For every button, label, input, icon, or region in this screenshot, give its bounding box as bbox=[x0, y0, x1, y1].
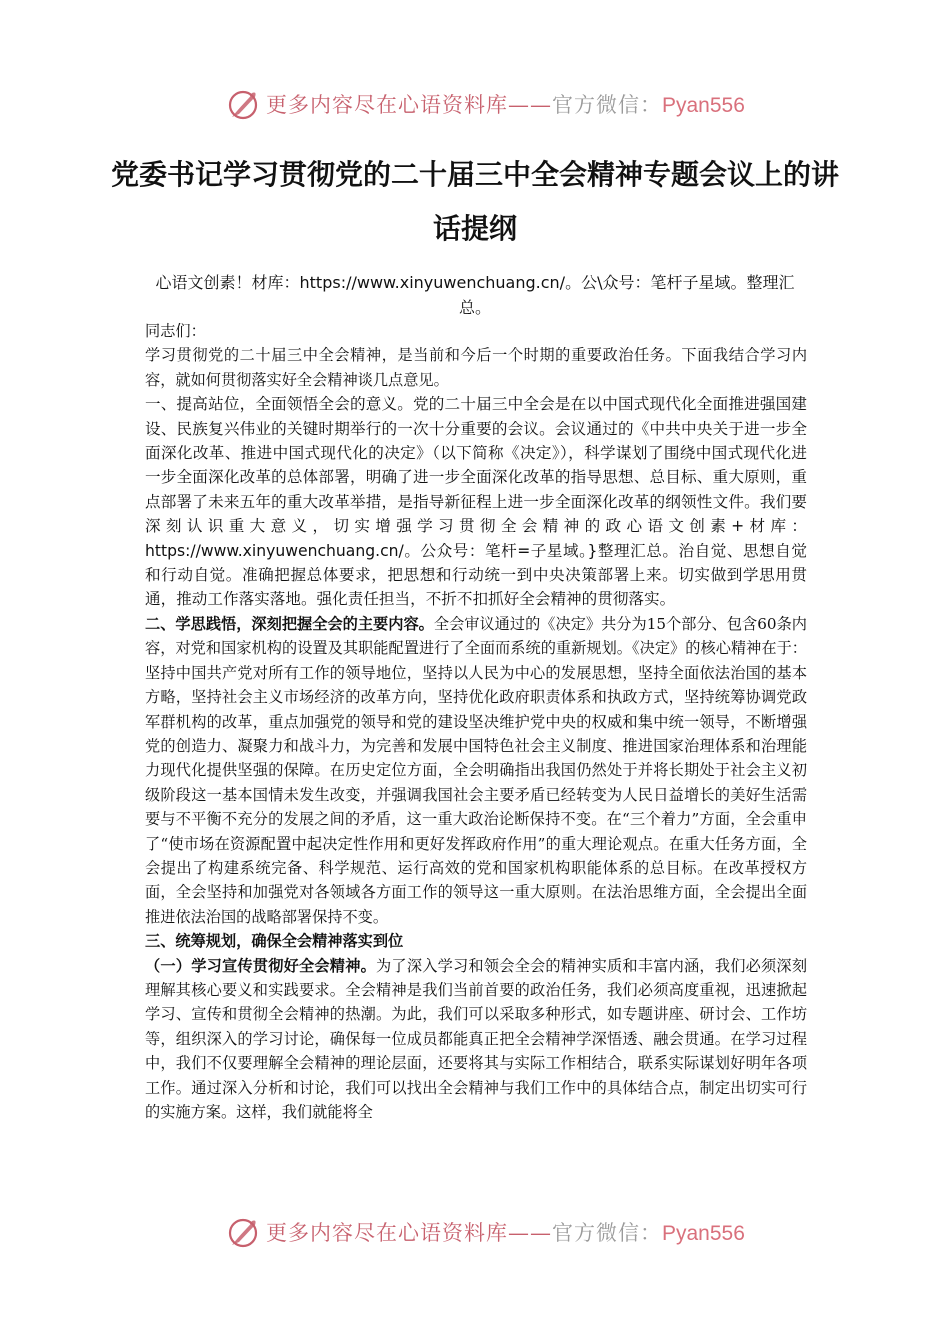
watermark-text: 更多内容尽在心语资料库——官方微信：Pyan556 bbox=[266, 93, 745, 117]
section-3-heading-paragraph bbox=[145, 929, 807, 953]
section-2-paragraph bbox=[145, 612, 807, 929]
watermark-text: 更多内容尽在心语资料库——官方微信：Pyan556 bbox=[266, 1221, 745, 1245]
greeting: 同志们： bbox=[145, 322, 206, 340]
feather-pen-logo-icon bbox=[226, 87, 260, 121]
section-1-paragraph: 一、提高站位，全面领悟全会的意义。党的二十届三中全会是在以中国式现代化全面推进强国建设、民族复兴伟业的关键时期举行的一次十分重要的会议。会议通过的《中共中央关于进一步全面深化改革、推进中国式现代化的决定》（以下简称《决定》），科学谋划了围绕中国式现代化进一步全面深化改革的总体部署，明确了进一步全面深化改革的指导思想、总目标、重大原则，重点部署了未来五年的重大改革举措，是指导新征程上进一步全面深化改革的纲领性文件。我们要深刻认识重大意义，切实增强学习贯彻全会精神的政心语文创素+材库：https://www.xinyuwenchuang.cn/。公众号：笔杆=子星域。}整理汇总。治自觉、思想自觉和行动自觉。准确把握总体要求，把思想和行动统一到中央决策部署上来。切实做到学思用贯通，推动工作落实落地。强化责任担当，不折不扣抓好全会精神的贯彻落实。 bbox=[145, 395, 807, 609]
section-3-heading: 三、统筹规划，确保全会精神落实到位 bbox=[145, 932, 404, 951]
subsection-1-heading: （一）学习宣传贯彻好全会精神。 bbox=[145, 956, 377, 975]
document-title: 党委书记学习贯彻党的二十届三中全会精神专题会议上的讲话提纲 bbox=[110, 158, 839, 245]
section-2-heading: 二、学思践悟，深刻把握全会的主要内容。 bbox=[145, 614, 434, 633]
document-body bbox=[145, 319, 807, 1124]
subsection-1-text: 为了深入学习和领会全会的精神实质和丰富内涵，我们必须深刻理解其核心要义和实践要求。全会精神是我们当前首要的政治任务，我们必须高度重视，迅速掀起学习、宣传和贯彻全会精神的热潮。为此，我们可以采取多种形式，如专题讲座、研讨会、工作坊等，组织深入的学习讨论，确保每一位成员都能真正把全会精神学深悟透、融会贯通。在学习过程中，我们不仅要理解全会精神的理论层面，还要将其与实际工作相结合，联系实际谋划好明年各项工作。通过深入分析和讨论，我们可以找出全会精神与我们工作中的具体结合点，制定出切实可行的实施方案。这样，我们就能将全 bbox=[145, 956, 808, 1121]
feather-pen-logo-icon bbox=[226, 1215, 260, 1249]
watermark-banner-bottom bbox=[226, 1212, 746, 1252]
source-line: 心语文创素！材库：https://www.xinyuwenchuang.cn/。公\众号：笔杆子星域。整理汇总。 bbox=[155, 273, 795, 317]
intro-paragraph: 学习贯彻党的二十届三中全会精神，是当前和今后一个时期的重要政治任务。下面我结合学习内容，就如何贯彻落实好全会精神谈几点意见。 bbox=[145, 346, 807, 389]
subsection-1-paragraph bbox=[145, 954, 807, 1125]
watermark-banner-top bbox=[226, 84, 746, 124]
section-2-text: 全会审议通过的《决定》共分为15个部分、包含60条内容，对党和国家机构的设置及其职能配置进行了全面而系统的重新规划。《决定》的核心精神在于：坚持中国共产党对所有工作的领导地位，坚持以人民为中心的发展思想，坚持全面依法治国的基本方略，坚持社会主义市场经济的改革方向，坚持优化政府职责体系和执政方式，坚持统筹协调党政军群机构的改革，重点加强党的领导和党的建设坚决维护党中央的权威和集中统一领导，不断增强党的创造力、凝聚力和战斗力，为完善和发展中国特色社会主义制度、推进国家治理体系和治理能力现代化提供坚强的保障。在历史定位方面，全会明确指出我国仍然处于并将长期处于社会主义初级阶段这一基本国情未发生改变，并强调我国社会主要矛盾已经转变为人民日益增长的美好生活需要与不平衡不充分的发展之间的矛盾，这一重大政治论断保持不变。在“三个着力”方面，全会重申了“使市场在资源配置中起决定性作用和更好发挥政府作用”的重大理论观点。在重大任务方面，全会提出了构建系统完备、科学规范、运行高效的党和国家机构职能体系的总目标。在改革授权方面，全会坚持和加强党对各领域各方面工作的领导这一重大原则。在法治思维方面，全会提出全面推进依法治国的战略部署保持不变。 bbox=[145, 614, 807, 926]
